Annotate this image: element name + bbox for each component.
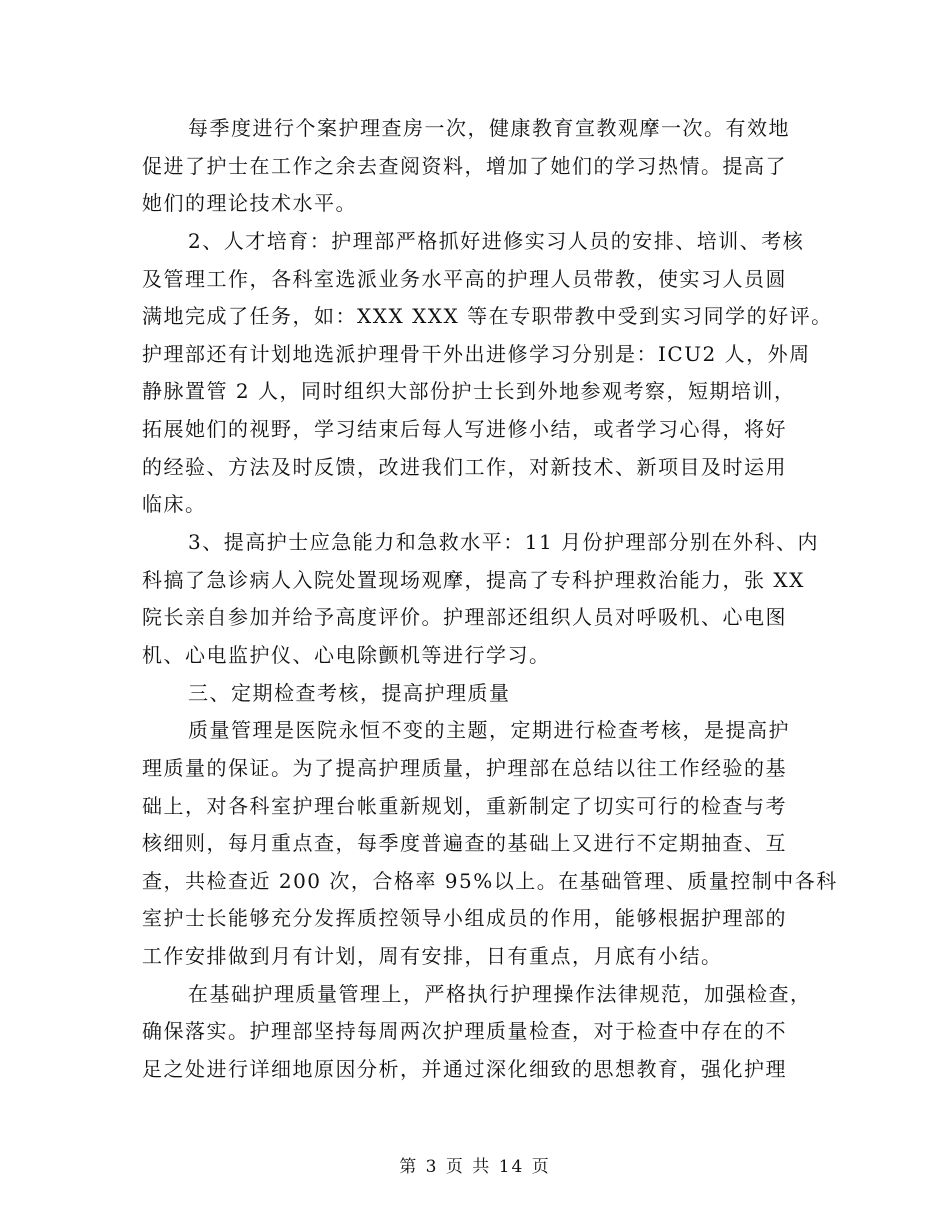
text-line: 的经验、方法及时反馈，改进我们工作，对新技术、新项目及时运用: [142, 454, 787, 479]
document-body: [142, 110, 838, 1089]
text-line: 静脉置管 2 人，同时组织大部份护士长到外地参观考察，短期培训，: [142, 379, 796, 404]
text-line: 机、心电监护仪、心电除颤机等进行学习。: [142, 642, 551, 667]
text-line: 查，共检查近 200 次，合格率 95%以上。在基础管理、质量控制中各科: [142, 868, 838, 893]
section-heading: 三、定期检查考核，提高护理质量: [188, 680, 511, 705]
text-line: 工作安排做到月有计划，周有安排，日有重点，月底有小结。: [142, 944, 723, 969]
text-line: 理质量的保证。为了提高护理质量，护理部在总结以往工作经验的基: [142, 755, 787, 780]
text-line: 室护士长能够充分发挥质控领导小组成员的作用，能够根据护理部的: [142, 906, 787, 931]
text-line: 足之处进行详细地原因分析，并通过深化细致的思想教育，强化护理: [142, 1057, 787, 1082]
text-line: 科搞了急诊病人入院处置现场观摩，提高了专科护理救治能力，张 XX: [142, 567, 805, 592]
text-line: 及管理工作，各科室选派业务水平高的护理人员带教，使实习人员圆: [142, 266, 787, 291]
text-line: 她们的理论技术水平。: [142, 191, 357, 216]
text-line: 础上，对各科室护理台帐重新规划，重新制定了切实可行的检查与考: [142, 793, 787, 818]
text-line: 临床。: [142, 492, 207, 517]
text-line: 在基础护理质量管理上，严格执行护理操作法律规范，加强检查，: [188, 981, 812, 1006]
text-line: 院长亲自参加并给予高度评价。护理部还组织人员对呼吸机、心电图: [142, 605, 787, 630]
page-number-footer: 第 3 页 共 14 页: [399, 1157, 551, 1177]
text-line: 拓展她们的视野，学习结束后每人写进修小结，或者学习心得，将好: [142, 417, 787, 442]
text-line: 质量管理是医院永恒不变的主题，定期进行检查考核，是提高护: [188, 718, 790, 743]
text-line: 3、提高护士应急能力和急救水平：11 月份护理部分别在外科、内: [188, 530, 820, 555]
text-line: 确保落实。护理部坚持每周两次护理质量检查，对于检查中存在的不: [142, 1019, 787, 1044]
text-line: 护理部还有计划地选派护理骨干外出进修学习分别是：ICU2 人，外周: [142, 341, 811, 366]
text-line: 每季度进行个案护理查房一次，健康教育宣教观摩一次。有效地: [188, 116, 790, 140]
text-line: 促进了护士在工作之余去查阅资料，增加了她们的学习热情。提高了: [142, 153, 787, 178]
text-line: 满地完成了任务，如：XXX XXX 等在专职带教中受到实习同学的好评。: [142, 304, 833, 329]
text-line: 2、人才培育：护理部严格抓好进修实习人员的安排、培训、考核: [188, 228, 805, 253]
text-line: 核细则，每月重点查，每季度普遍查的基础上又进行不定期抽查、互: [142, 831, 787, 856]
